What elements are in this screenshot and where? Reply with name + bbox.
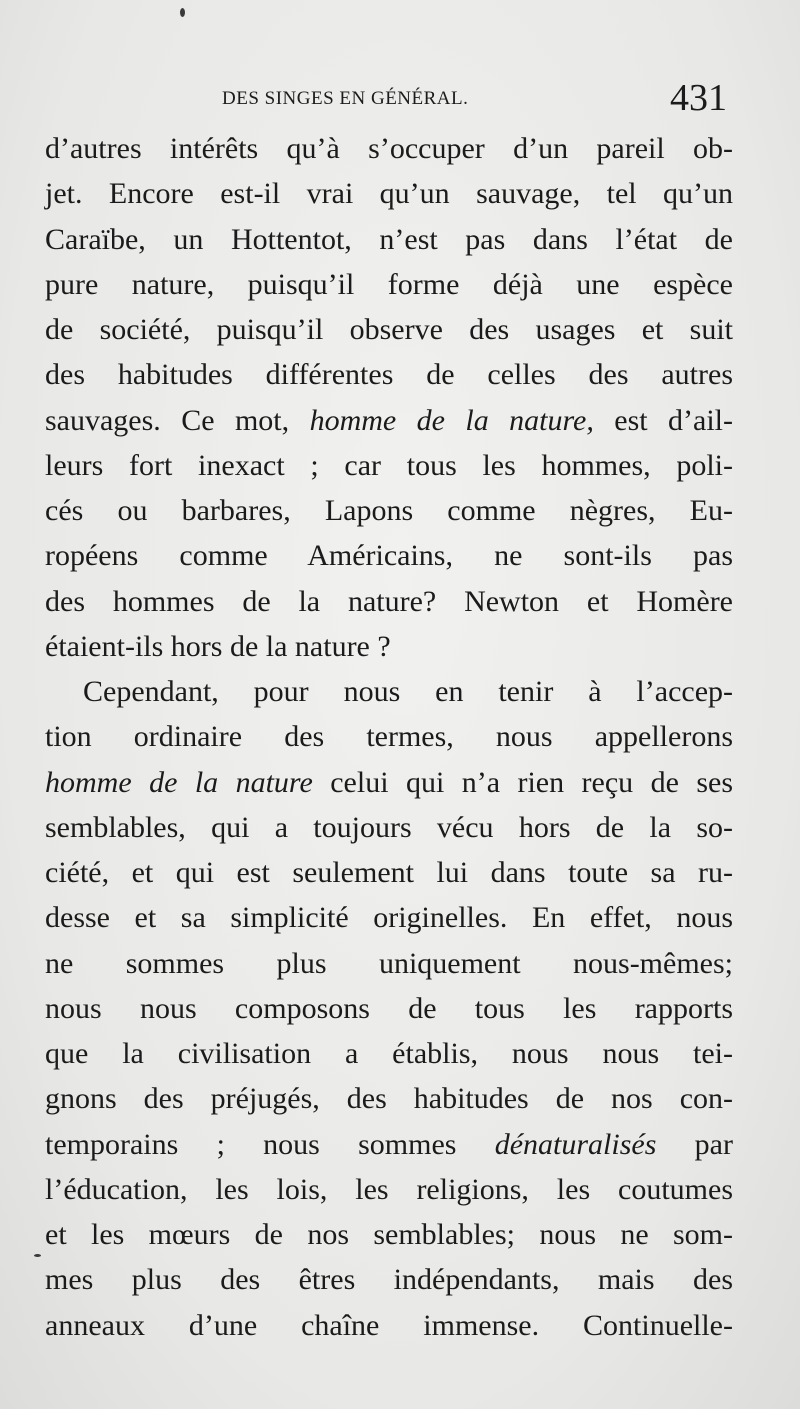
text-line: que la civilisation a établis, nous nous tei-: [45, 1037, 733, 1070]
italic-phrase: dénaturalisés: [494, 1127, 657, 1161]
text-line: [45, 398, 733, 443]
text-segment: par: [656, 1127, 733, 1161]
text-line: nous nous composons de tous les rapports: [45, 991, 733, 1025]
page-number: 431: [670, 77, 727, 119]
text-line: ciété, et qui est seulement lui dans toute sa ru-: [45, 856, 733, 889]
text-line: des hommes de la nature? Newton et Homère: [45, 584, 733, 618]
text-line: l’éducation, les lois, les religions, les coutumes: [45, 1172, 733, 1206]
text-line: mes plus des êtres indépendants, mais des: [45, 1263, 733, 1297]
text-line: étaient-ils hors de la nature ?: [45, 629, 391, 663]
text-line: jet. Encore est-il vrai qu’un sauvage, tel qu’un: [45, 177, 733, 211]
text-line: leurs fort inexact ; car tous les hommes, poli-: [45, 448, 733, 482]
text-line: cés ou barbares, Lapons comme nègres, Eu-: [45, 494, 733, 527]
text-line: desse et sa simplicité originelles. En effet, nous: [45, 901, 733, 935]
italic-phrase: homme de la nature,: [309, 403, 594, 437]
running-head: DES SINGES EN GÉNÉRAL.: [222, 88, 469, 109]
scan-speck: [180, 8, 185, 17]
text-line: [45, 760, 733, 805]
text-line: [45, 1122, 733, 1167]
text-line: anneaux d’une chaîne immense. Continuelle-: [45, 1308, 733, 1342]
scan-speck: [34, 1254, 41, 1257]
text-segment: est d’ail-: [593, 403, 733, 437]
text-line: des habitudes différentes de celles des autres: [45, 358, 733, 392]
body-text: [45, 126, 733, 1348]
text-line: Cependant, pour nous en tenir à l’accep-: [83, 675, 733, 708]
text-segment: sauvages. Ce mot,: [45, 403, 310, 437]
text-line: de société, puisqu’il observe des usages et suit: [45, 313, 733, 346]
text-line: ne sommes plus uniquement nous-mêmes;: [45, 946, 733, 980]
text-line: Caraïbe, un Hottentot, n’est pas dans l’état de: [45, 222, 733, 256]
text-line: tion ordinaire des termes, nous appellerons: [45, 720, 733, 754]
text-line: semblables, qui a toujours vécu hors de la so-: [45, 810, 733, 844]
text-segment: celui qui n’a rien reçu de ses: [312, 765, 733, 799]
text-line: pure nature, puisqu’il forme déjà une espèce: [45, 267, 733, 301]
italic-phrase: homme de la nature: [45, 765, 313, 799]
text-segment: temporains ; nous sommes: [45, 1127, 495, 1161]
text-line: d’autres intérêts qu’à s’occuper d’un pareil ob-: [45, 132, 733, 165]
text-line: et les mœurs de nos semblables; nous ne som-: [45, 1218, 733, 1251]
text-line: ropéens comme Américains, ne sont-ils pas: [45, 539, 733, 573]
text-line: gnons des préjugés, des habitudes de nos con-: [45, 1082, 733, 1116]
